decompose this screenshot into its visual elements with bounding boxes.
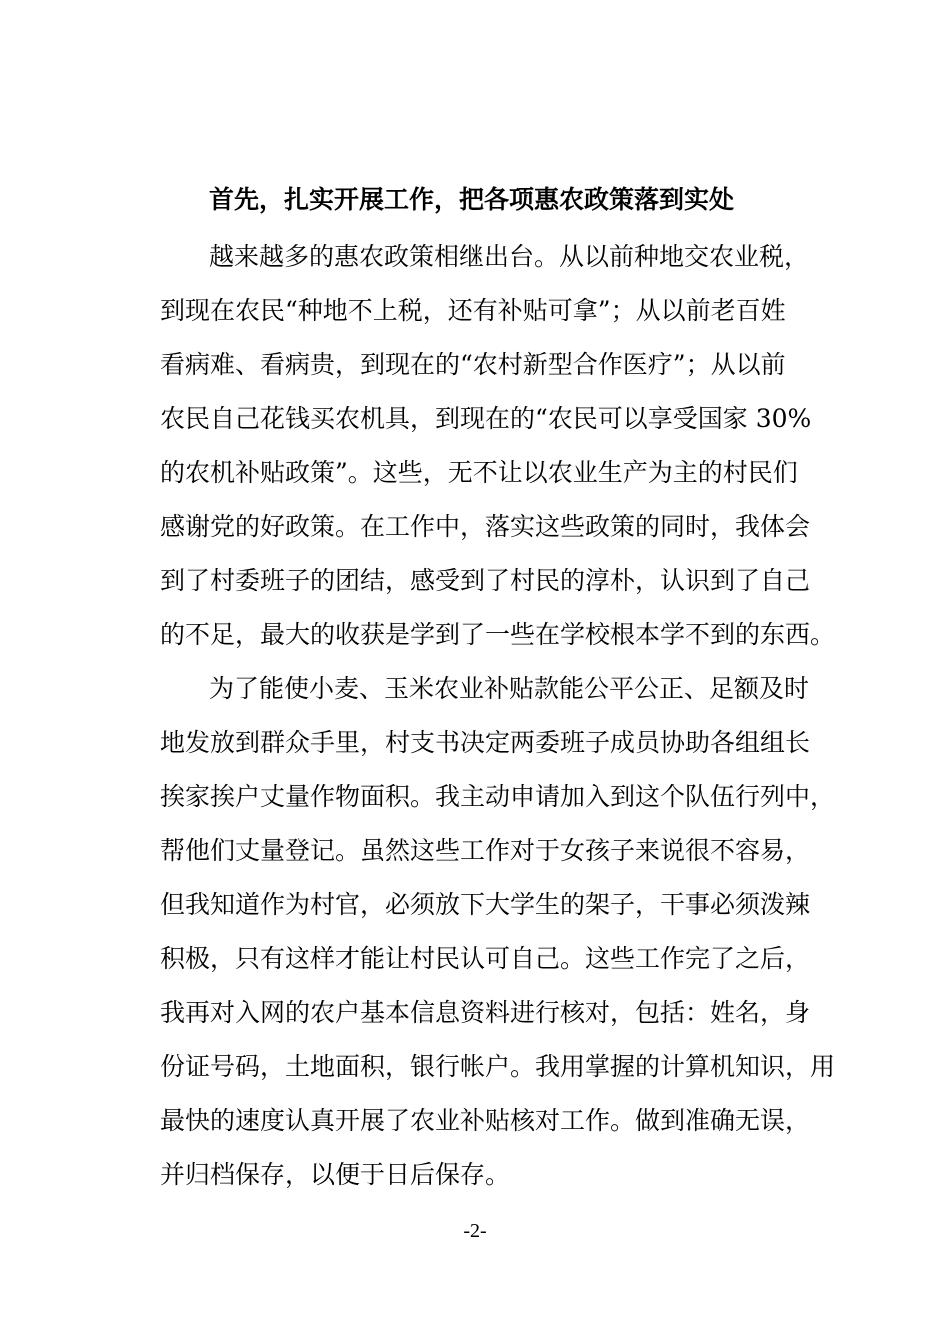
- paragraph-1-line-7: 到了村委班子的团结，感受到了村民的淳朴，认识到了自己: [160, 566, 811, 595]
- paragraph-2-line-4: 帮他们丈量登记。虽然这些工作对于女孩子来说很不容易，: [160, 836, 811, 865]
- paragraph-2-line-6: 积极，只有这样才能让村民认可自己。这些工作完了之后，: [160, 944, 811, 973]
- paragraph-2-line-9: 最快的速度认真开展了农业补贴核对工作。做到准确无误，: [160, 1106, 811, 1135]
- paragraph-1-line-6: 感谢党的好政策。在工作中，落实这些政策的同时，我体会: [160, 512, 811, 541]
- paragraph-1-line-3: 看病难、看病贵，到现在的“农村新型合作医疗”；从以前: [160, 350, 786, 379]
- paragraph-1-line-8: 的不足，最大的收获是学到了一些在学校根本学不到的东西。: [160, 620, 836, 649]
- paragraph-1-line-2: 到现在农民“种地不上税，还有补贴可拿”；从以前老百姓: [160, 296, 786, 325]
- paragraph-2-line-5: 但我知道作为村官，必须放下大学生的架子，干事必须泼辣: [160, 890, 811, 919]
- paragraph-2-line-3: 挨家挨户丈量作物面积。我主动申请加入到这个队伍行列中，: [160, 782, 836, 811]
- section-heading: 首先，扎实开展工作，把各项惠农政策落到实处: [209, 185, 735, 214]
- paragraph-1-line-5: 的农机补贴政策”。这些，无不让以农业生产为主的村民们: [160, 458, 798, 487]
- page-number: -2-: [463, 1220, 487, 1242]
- paragraph-2-line-7: 我再对入网的农户基本信息资料进行核对，包括：姓名，身: [160, 998, 811, 1027]
- paragraph-1-line-1: 越来越多的惠农政策相继出台。从以前种地交农业税，: [209, 242, 810, 271]
- paragraph-2-line-2: 地发放到群众手里，村支书决定两委班子成员协助各组组长: [160, 728, 811, 757]
- paragraph-2-line-1: 为了能使小麦、玉米农业补贴款能公平公正、足额及时: [209, 674, 810, 703]
- paragraph-2-line-8: 份证号码，土地面积，银行帐户。我用掌握的计算机知识，用: [160, 1052, 836, 1081]
- paragraph-1-line-4: 农民自己花钱买农机具，到现在的“农民可以享受国家 30%: [160, 404, 812, 433]
- paragraph-2-line-10: 并归档保存，以便于日后保存。: [160, 1160, 511, 1189]
